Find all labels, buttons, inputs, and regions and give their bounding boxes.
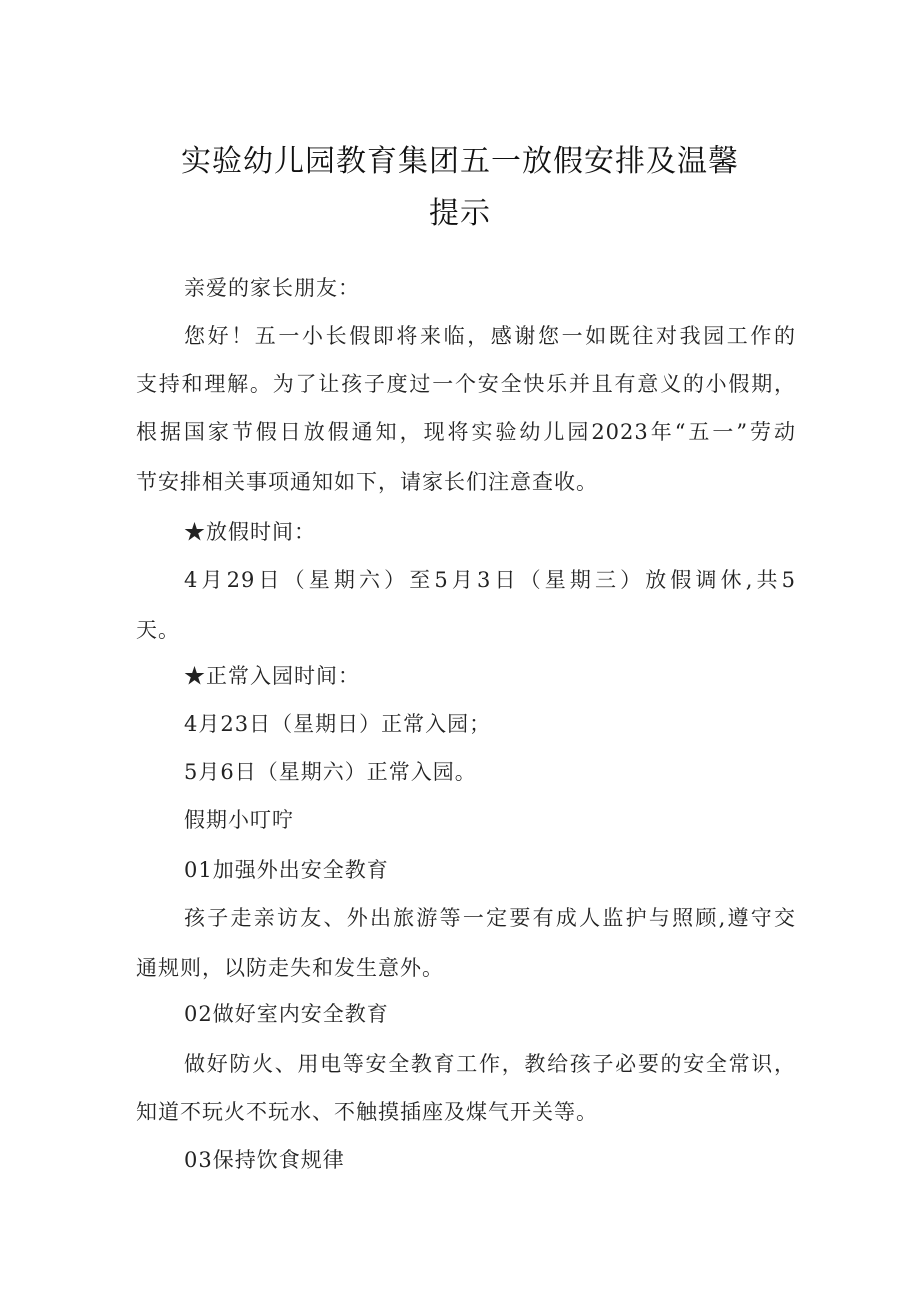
school-day-1: 4月23日（星期日）正常入园；	[184, 712, 492, 736]
intro-line-2: 支持和理解。为了让孩子度过一个安全快乐并且有意义的小假期，	[136, 372, 796, 396]
holiday-text-line-2: 天。	[136, 618, 180, 642]
holiday-heading: ★放假时间：	[184, 520, 316, 544]
intro-line-1: 您好！五一小长假即将来临，感谢您一如既往对我园工作的	[184, 324, 796, 348]
tips-heading: 假期小叮咛	[184, 808, 294, 832]
school-day-2: 5月6日（星期六）正常入园。	[184, 760, 477, 784]
tip2-heading: 02做好室内安全教育	[184, 1002, 389, 1026]
intro-line-3: 根据国家节假日放假通知，现将实验幼儿园2023年“五一”劳动	[136, 420, 796, 444]
tip1-text-line-1: 孩子走亲访友、外出旅游等一定要有成人监护与照顾,遵守交	[184, 906, 796, 930]
tip2-text-line-1: 做好防火、用电等安全教育工作，教给孩子必要的安全常识，	[184, 1052, 796, 1076]
tip1-heading: 01加强外出安全教育	[184, 858, 389, 882]
intro-line-4: 节安排相关事项通知如下，请家长们注意查收。	[136, 470, 598, 494]
tip3-heading: 03保持饮食规律	[184, 1148, 345, 1172]
school-heading: ★正常入园时间：	[184, 664, 360, 688]
tip1-text-line-2: 通规则，以防走失和发生意外。	[136, 956, 444, 980]
greeting: 亲爱的家长朋友：	[184, 276, 360, 300]
document-title-line-2: 提示	[429, 196, 491, 231]
holiday-text-line-1: 4月29日（星期六）至5月3日（星期三）放假调休,共5	[184, 568, 796, 592]
tip2-text-line-2: 知道不玩火不玩水、不触摸插座及煤气开关等。	[136, 1100, 598, 1124]
document-title-line-1: 实验幼儿园教育集团五一放假安排及温馨	[181, 144, 739, 179]
